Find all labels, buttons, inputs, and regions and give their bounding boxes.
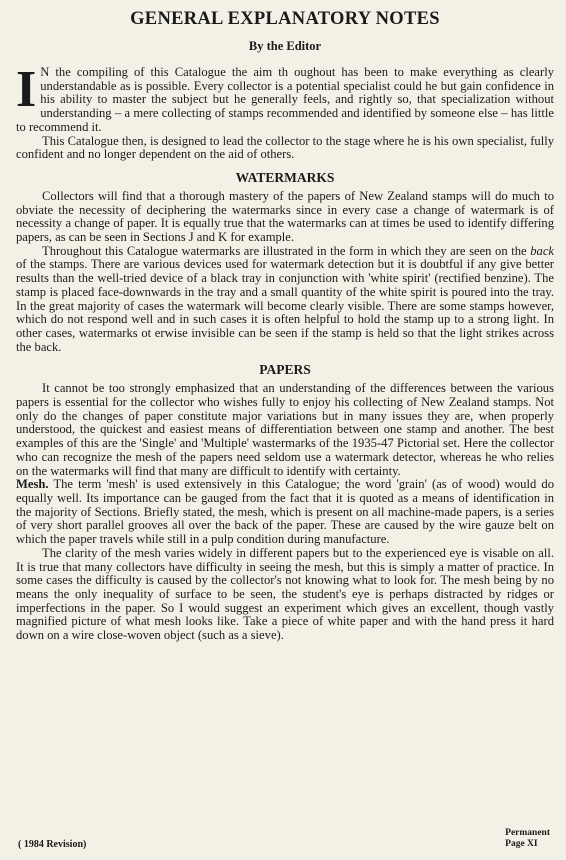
intro-paragraph-2: This Catalogue then, is designed to lead the collector to the stage where he is his own specialist, fully confident and no longer dependent on the aid of others. <box>16 133 554 162</box>
watermarks-paragraph-2-end: of the stamps. There are various devices used for watermark detection but it is doubtful if any give better results than the well-tried device of a black tray in conjunction with 'white spirit' (rectified benzine). The stamp is placed face-downwards in the tray and a small quantity of the white spirit is poured into the tray. In the great majority of cases the watermark will become clearly visible. There are some stamps however, which do not respond well and in such cases it is often helpful to hold the stamp up to a strong light. In other cases, watermarks ot erwise invisible can be seen if the stamp is held so that the light strikes across the back. <box>16 257 554 354</box>
watermarks-paragraph-2 <box>16 245 554 355</box>
document-page <box>16 8 554 852</box>
page-number-block <box>505 828 550 850</box>
byline: By the Editor <box>248 39 322 53</box>
drop-cap: I <box>16 61 37 118</box>
intro-paragraph-1 <box>16 61 554 135</box>
watermarks-paragraph-2-start: Throughout this Catalogue watermarks are illustrated in the form in which they are seen on the <box>42 243 531 258</box>
papers-heading: PAPERS <box>259 362 311 378</box>
revision-note: ( 1984 Revision) <box>18 839 87 850</box>
page-title: GENERAL EXPLANATORY NOTES <box>130 9 440 29</box>
watermarks-paragraph-1: Collectors will find that a thorough mastery of the papers of New Zealand stamps will do much to obviate the necessity of deciphering the watermarks since in every case a change of watermark is of necessity a change of paper. It is equally true that the watermarks can at times be used to identify differing papers, as can be seen in Sections J and K for example. <box>16 188 554 245</box>
page-number: Page XI <box>505 839 538 849</box>
watermarks-heading: WATERMARKS <box>235 169 335 185</box>
papers-paragraph-1: It cannot be too strongly emphasized that an understanding of the differences between the various papers is essential for the collector who wishes fully to enjoy his collecting of New Zealand stamps. Not only do the changes of paper constitute major variations but in many issues they are, when properly understood, the quickest and easiest means of differentiation between one stamp and another. The best examples of this are the 'Single' and 'Multiple' wastermarks of the 1935-47 Pictorial set. Here the collector who can recognize the mesh of the papers need seldom use a watermark detector, whereas he who relies on the watermarks will find that many are difficult to identify with certainty. <box>16 381 554 478</box>
papers-paragraph-3: The clarity of the mesh varies widely in different papers but to the experienced eye is visable on all. It is true that many collectors have difficulty in seeing the mesh, but this is simply a matter of practice. In some cases the difficulty is caused by the collector's not knowing what to look for. The mesh being by no means the only inequality of surface to be seen, the student's eye is perhaps distracted by ridges or imperfections in the paper. So I would suggest an experiment which gives an excellent, though vastly magnified picture of what mesh looks like. Take a piece of white paper and with the hand press it hard down on a wire close-woven object (such as a sieve). <box>16 545 554 643</box>
mesh-label: Mesh. <box>16 477 49 492</box>
mesh-paragraph <box>16 478 554 547</box>
watermarks-italic-back: back <box>530 243 554 258</box>
page-footer <box>16 822 554 852</box>
mesh-paragraph-text: The term 'mesh' is used extensively in this Catalogue; the word 'grain' (as of wood) would do equally well. Its importance can be gauged from the fact that it is quoted as a means of identification in the majority of Sections. Briefly stated, the mesh, which is present on all machine-made papers, is a series of very short parallel grooves all over the back of the paper. These are caused by the wire gauze belt on which the paper travels while still in a pulp condition during manufacture. <box>16 477 554 547</box>
intro-paragraph-1-text: N the compiling of this Catalogue the aim th oughout has been to make everything as clearly understandable as is possible. Every collector is a potential specialist could he but gain confidence in his ability to master the subject but he generally feels, and rightly so, that specialization without understanding – a mere collecting of stamps recommended and identified by someone else – has little to recommend it. <box>16 65 554 134</box>
permanent-label: Permanent <box>505 828 550 838</box>
